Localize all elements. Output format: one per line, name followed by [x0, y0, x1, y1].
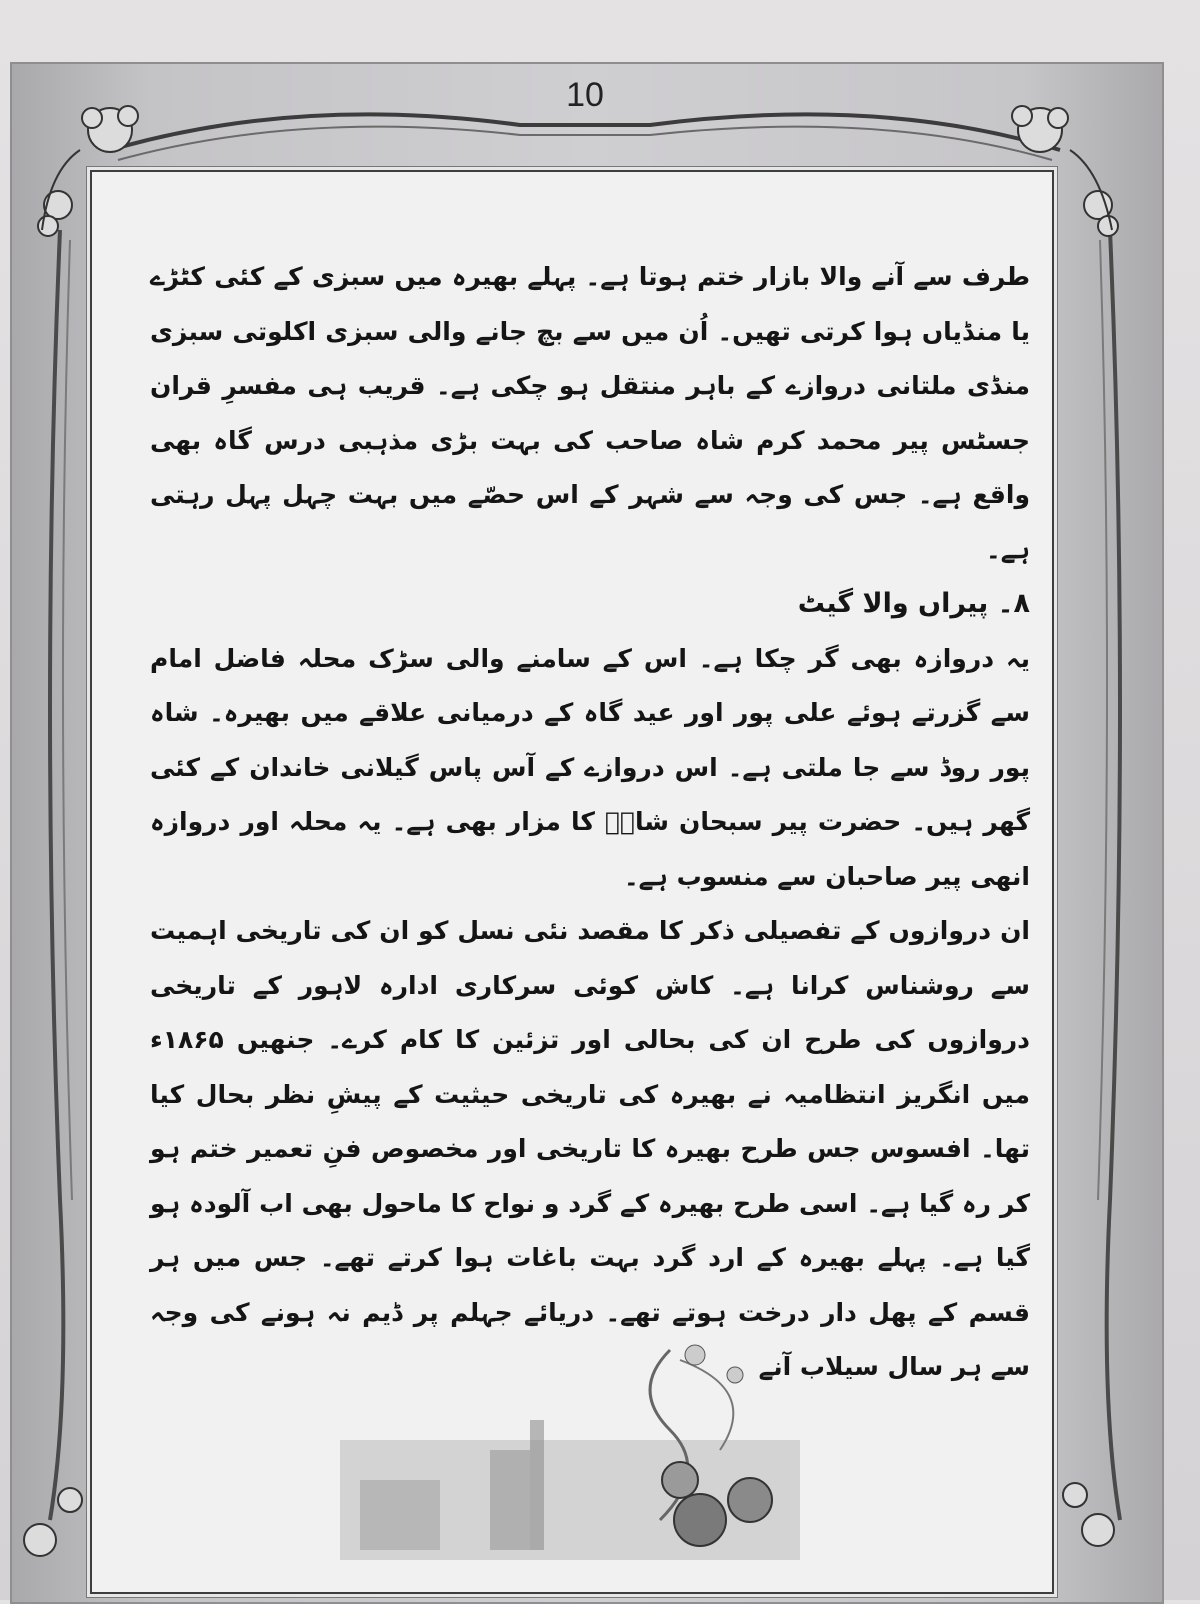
- decorative-illustration: [340, 1330, 810, 1570]
- page-number: 10: [566, 76, 604, 114]
- paragraph: طرف سے آنے والا بازار ختم ہوتا ہے۔ پہلے بھیرہ میں سبزی کے کئی کٹڑے یا منڈیاں ہوا کرتی تھیں۔ اُن میں سے بچ جانے والی سبزی اکلوتی سبزی منڈی ملتانی دروازے کے باہر منتقل ہو چکی ہے۔ قریب ہی مفسرِ قران جسٹس پیر محمد کرم شاہ صاحب کی بہت بڑی مذہبی درس گاہ بھی واقع ہے۔ جس کی وجہ سے شہر کے اس حصّے میں بہت چہل پہل رہتی ہے۔: [150, 262, 1030, 564]
- section-heading: ۸۔ پیراں والا گیٹ: [797, 588, 1030, 619]
- page-text: [150, 250, 1030, 1395]
- paragraph: یہ دروازہ بھی گر چکا ہے۔ اس کے سامنے والی سڑک محلہ فاضل امام سے گزرتے ہوئے علی پور اور عید گاہ کے درمیانی علاقے میں بھیرہ۔ شاہ پور روڈ سے جا ملتی ہے۔ اس دروازے کے آس پاس گیلانی خاندان کے کئی گھر ہیں۔ حضرت پیر سبحان شاہؒ کا مزار بھی ہے۔ یہ محلہ اور دروازہ انھی پیر صاحبان سے منسوب ہے۔: [150, 643, 1030, 891]
- paragraph: ان دروازوں کے تفصیلی ذکر کا مقصد نئی نسل کو ان کی تاریخی اہمیت سے روشناس کرانا ہے۔ کاش کوئی سرکاری ادارہ لاہور کے تاریخی دروازوں کی طرح ان کی بحالی اور تزئین کا کام کرے۔ جنھیں ۱۸۶۵ء میں انگریز انتظامیہ نے بھیرہ کی تاریخی حیثیت کے پیشِ نظر بحال کیا تھا۔ افسوس جس طرح بھیرہ کا تاریخی اور مخصوص فنِ تعمیر ختم ہو کر رہ گیا ہے۔ اسی طرح بھیرہ کے گرد و نواح کا ماحول بھی اب آلودہ ہو گیا ہے۔ پہلے بھیرہ کے ارد گرد بہت باغات ہوا کرتے تھے۔ جس میں ہر قسم کے پھل دار درخت ہوتے تھے۔ دریائے جہلم پر ڈیم نہ ہونے کی وجہ سے ہر سال سیلاب آنے: [150, 916, 1030, 1381]
